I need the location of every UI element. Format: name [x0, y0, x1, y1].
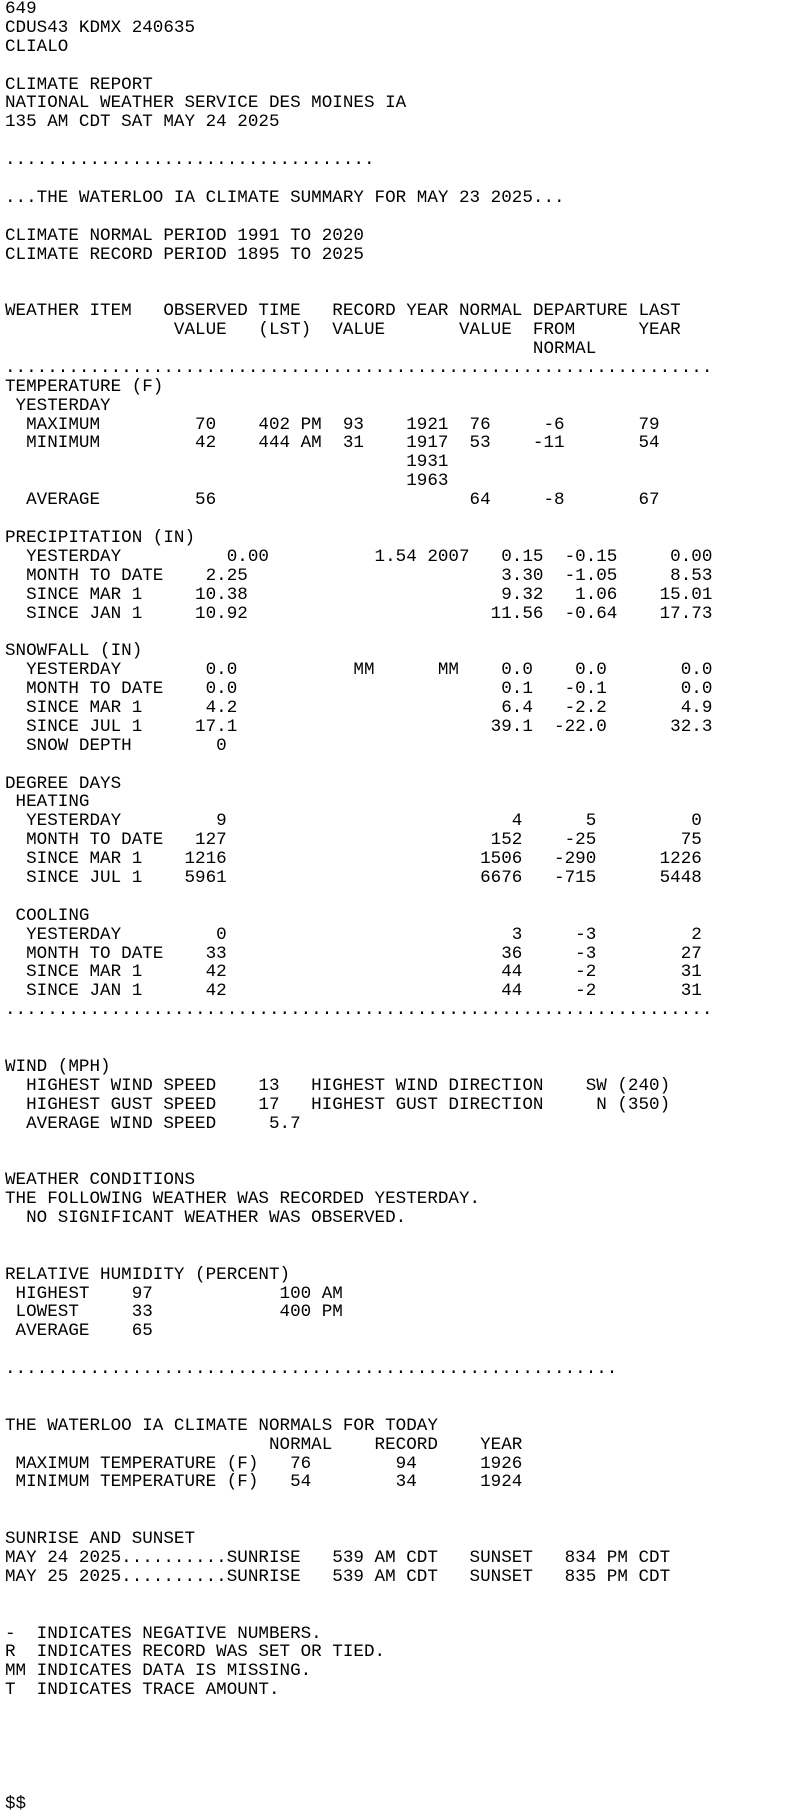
report-line: ..........................................................: [5, 1359, 618, 1380]
report-line: [5, 264, 810, 283]
report-line: CLIALO: [5, 36, 69, 57]
report-line: [5, 208, 810, 227]
report-line: [5, 1398, 810, 1417]
report-line: [5, 1700, 810, 1719]
report-line: [5, 1511, 810, 1530]
report-line: YESTERDAY 0.00 1.54 2007 0.15 -0.15 0.00: [5, 546, 713, 567]
report-line: MONTH TO DATE 2.25 3.30 -1.05 8.53: [5, 565, 713, 586]
report-line: [5, 1228, 810, 1247]
report-line: NORMAL RECORD YEAR: [5, 1434, 523, 1455]
report-line: HIGHEST 97 100 AM: [5, 1283, 343, 1304]
report-line: [5, 756, 810, 775]
report-line: YESTERDAY 9 4 5 0: [5, 811, 702, 832]
report-line: PRECIPITATION (IN): [5, 527, 196, 548]
report-line: CLIMATE RECORD PERIOD 1895 TO 2025: [5, 244, 364, 265]
report-line: AVERAGE 65: [5, 1321, 153, 1342]
report-line: [5, 1133, 810, 1152]
report-line: ...................................: [5, 150, 375, 171]
report-line: MAY 24 2025..........SUNRISE 539 AM CDT SUNSET 834 PM CDT: [5, 1548, 671, 1569]
report-line: HIGHEST WIND SPEED 13 HIGHEST WIND DIRECTION SW (240): [5, 1075, 671, 1096]
report-line: THE FOLLOWING WEATHER WAS RECORDED YESTERDAY.: [5, 1189, 481, 1210]
report-line: [5, 1341, 810, 1360]
report-line: THE WATERLOO IA CLIMATE NORMALS FOR TODAY: [5, 1415, 438, 1436]
report-line: NO SIGNIFICANT WEATHER WAS OBSERVED.: [5, 1208, 407, 1228]
report-line: 1963: [5, 471, 449, 492]
report-line: DEGREE DAYS: [5, 773, 122, 794]
report-line: MONTH TO DATE 0.0 0.1 -0.1 0.0: [5, 679, 713, 700]
report-line: MONTH TO DATE 33 36 -3 27: [5, 943, 702, 964]
report-line: AVERAGE WIND SPEED 5.7: [5, 1113, 301, 1134]
report-line: [5, 1247, 810, 1266]
report-line: SINCE MAR 1 10.38 9.32 1.06 15.01: [5, 584, 713, 605]
report-line: [5, 1039, 810, 1058]
report-line: [5, 170, 810, 189]
report-line: MAY 25 2025..........SUNRISE 539 AM CDT SUNSET 835 PM CDT: [5, 1566, 671, 1587]
report-line: CLIMATE NORMAL PERIOD 1991 TO 2020: [5, 225, 364, 246]
report-line: MINIMUM TEMPERATURE (F) 54 34 1924: [5, 1472, 523, 1493]
report-line: [5, 1379, 810, 1398]
report-line: [5, 1738, 810, 1757]
report-line: SNOW DEPTH 0: [5, 735, 227, 756]
report-line: SINCE JAN 1 42 44 -2 31: [5, 981, 702, 1002]
report-line: [5, 1776, 810, 1795]
report-line: ...................................................................: [5, 357, 713, 378]
report-line: HIGHEST GUST SPEED 17 HIGHEST GUST DIRECTION N (350): [5, 1094, 671, 1115]
report-line: [5, 1152, 810, 1171]
report-line: MM INDICATES DATA IS MISSING.: [5, 1661, 312, 1682]
report-line: YESTERDAY 0 3 -3 2: [5, 924, 702, 945]
report-line: [5, 1587, 810, 1606]
report-line: T INDICATES TRACE AMOUNT.: [5, 1680, 280, 1701]
report-line: - INDICATES NEGATIVE NUMBERS.: [5, 1623, 322, 1644]
report-line: NATIONAL WEATHER SERVICE DES MOINES IA: [5, 93, 407, 114]
report-line: [5, 1020, 810, 1039]
report-line: SINCE MAR 1 1216 1506 -290 1226: [5, 849, 702, 870]
report-line: [5, 1757, 810, 1776]
report-line: SINCE MAR 1 42 44 -2 31: [5, 962, 702, 983]
report-line: R INDICATES RECORD WAS SET OR TIED.: [5, 1642, 386, 1663]
report-line: TEMPERATURE (F): [5, 376, 164, 397]
report-line: 649: [5, 0, 37, 19]
report-line: ...................................................................: [5, 1000, 713, 1021]
report-line: [5, 132, 810, 151]
report-line: SUNRISE AND SUNSET: [5, 1529, 196, 1550]
report-line: WEATHER ITEM OBSERVED TIME RECORD YEAR NORMAL DEPARTURE LAST: [5, 301, 681, 322]
report-line: CDUS43 KDMX 240635: [5, 17, 196, 38]
report-line: [5, 1719, 810, 1738]
report-line: RELATIVE HUMIDITY (PERCENT): [5, 1264, 291, 1285]
report-line: SINCE MAR 1 4.2 6.4 -2.2 4.9: [5, 697, 713, 718]
report-line: [5, 623, 810, 642]
report-line: [5, 57, 810, 76]
report-line: SINCE JUL 1 17.1 39.1 -22.0 32.3: [5, 716, 713, 737]
report-line: HEATING: [5, 792, 90, 813]
report-line: $$: [5, 1793, 27, 1814]
report-line: WIND (MPH): [5, 1056, 111, 1077]
report-line: VALUE (LST) VALUE VALUE FROM YEAR: [5, 320, 681, 341]
report-line: SINCE JUL 1 5961 6676 -715 5448: [5, 867, 702, 888]
report-line: [5, 510, 810, 529]
report-line: COOLING: [5, 905, 90, 926]
report-line: [5, 888, 810, 907]
report-line: 1931: [5, 452, 449, 473]
report-line: [5, 1606, 810, 1625]
report-line: WEATHER CONDITIONS: [5, 1170, 196, 1191]
report-line: MAXIMUM 70 402 PM 93 1921 76 -6 79: [5, 414, 660, 435]
report-line: ...THE WATERLOO IA CLIMATE SUMMARY FOR MAY 23 2025...: [5, 187, 565, 208]
report-line: [5, 1492, 810, 1511]
report-line: SINCE JAN 1 10.92 11.56 -0.64 17.73: [5, 603, 713, 624]
report-line: MAXIMUM TEMPERATURE (F) 76 94 1926: [5, 1453, 523, 1474]
report-line: MONTH TO DATE 127 152 -25 75: [5, 830, 702, 851]
report-line: YESTERDAY: [5, 395, 111, 416]
report-line: 135 AM CDT SAT MAY 24 2025: [5, 112, 280, 133]
report-line: [5, 283, 810, 302]
report-line: CLIMATE REPORT: [5, 74, 153, 95]
report-line: NORMAL: [5, 339, 597, 360]
report-line: LOWEST 33 400 PM: [5, 1302, 343, 1323]
report-line: SNOWFALL (IN): [5, 641, 143, 662]
report-line: AVERAGE 56 64 -8 67: [5, 490, 660, 511]
report-line: YESTERDAY 0.0 MM MM 0.0 0.0 0.0: [5, 660, 713, 681]
report-line: MINIMUM 42 444 AM 31 1917 53 -11 54: [5, 433, 660, 454]
